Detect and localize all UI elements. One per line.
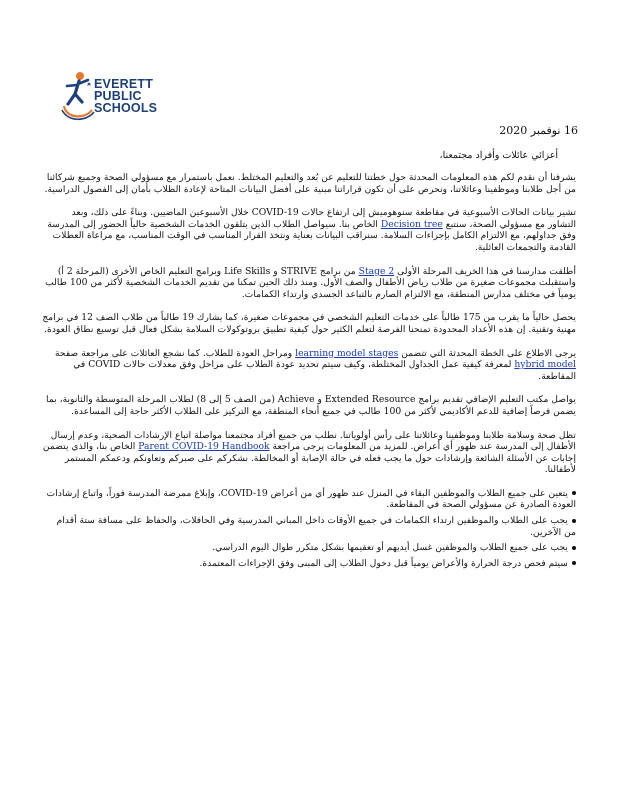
bullet-icon (572, 519, 576, 523)
list-item-text: يجب على جميع الطلاب والموظفين غسل أيديهم أو تعقيمها بشكل متكرر طوال اليوم الدراسي. (212, 542, 568, 554)
everett-public-schools-logo (58, 66, 178, 124)
paragraph-text: أطلقت مدارسنا في هذا الخريف المرحلة الأولى (397, 265, 576, 277)
paragraph: يشرفنا أن نقدم لكم هذه المعلومات المحدثة حول خطتنا للتعليم عن بُعد والتعليم المختلط. نعمل باستمرار مع مسؤولي الصحة وجميع شركائنا من أجل طلابنا وموظفينا وعائلاتنا، ونحرص على أن تكون قراراتنا مبنية على أفضل البيانات المتاحة لإعادة الطلاب بأمان إلى الفصول الدراسية. (44, 172, 576, 195)
learning-model-stages-link[interactable]: learning model stages (295, 347, 399, 359)
letter-body (42, 172, 576, 573)
list-item-text: يجب على الطلاب والموظفين ارتداء الكمامات في جميع الأوقات داخل المباني المدرسية وفي الحافلات، والحفاظ على مسافة ستة أقدام من الآخرين. (56, 515, 576, 538)
paragraph-text: يرجى الاطلاع على الخطة المحدثة التي تتضمن (401, 347, 576, 359)
paragraph: يحصل حالياً ما يقرب من 175 طالباً على خدمات التعليم الشخصي في مجموعات صغيرة، كما يشارك 19 طالباً من طلاب الصف 12 في برامج مهنية وتقنية. إن هذه الأعداد المحدودة تمنحنا الفرصة لتعلم الكثير حول كيفية تطبيق بروتوكولات السلامة بشكل فعال قبل توسيع نطاق العودة. (42, 312, 576, 335)
running-figure-icon (58, 66, 96, 122)
paragraph (42, 348, 576, 383)
list-item-text: يتعين على جميع الطلاب والموظفين البقاء في المنزل عند ظهور أي من أعراض COVID-19، وإبلاغ ممرضة المدرسة فوراً، واتباع إرشادات العودة الصادرة عن مسؤولي الصحة في المقاطعة. (46, 487, 576, 511)
hybrid-model-link[interactable]: hybrid model (514, 359, 576, 371)
logo-line: PUBLIC (94, 89, 142, 103)
logo-line: SCHOOLS (94, 101, 158, 115)
logo-wordmark (94, 78, 157, 114)
paragraph-text: تظل صحة وسلامة طلابنا وموظفينا وعائلاتنا على رأس أولوياتنا. نطلب من جميع أفراد مجتمعنا مواصلة اتباع الإرشادات الصحية، وعدم إرسال الأطفال إلى المدرسة عند ظهور أي أعراض. للمزيد من المعلومات يرجى مراجعة (50, 429, 576, 453)
paragraph-text: ومراحل العودة للطلاب. كما نشجع العائلات على مراجعة صفحة (54, 347, 293, 359)
decision-tree-link[interactable]: Decision tree (380, 218, 443, 230)
stage-2-link[interactable]: Stage 2 (358, 265, 395, 277)
paragraph (42, 430, 576, 476)
paragraph-text: تشير بيانات الحالات الأسبوعية في مقاطعة سنوهوميش إلى ارتفاع حالات COVID-19 خلال الأسبوعين الماضيين. وبناءً على ذلك، وبعد التشاور مع مسؤولي الصحة، سنتبع (71, 207, 576, 230)
bullet-icon (572, 491, 576, 495)
paragraph-text: من برامج STRIVE و Life Skills وبرامج التعليم الخاص الأخرى (المرحلة 2 أ) واستقبلت مجموعات صغيرة من طلاب رياض الأطفال والصف الأول. ومنذ ذلك الحين تمكنا من تقديم الخدمات الشخصية لأكثر من 100 طالب يومياً في مختلف مدارس المنطقة، مع الالتزام الصارم بالتباعد الجسدي وارتداء الكمامات. (45, 265, 576, 300)
letter-date: 16 نوفمبر 2020 (499, 124, 578, 137)
paragraph-text: الخاص بنا، والذي يتضمن إجابات عن الأسئلة الشائعة وإرشادات حول ما يجب فعله في حالة الإصابة أو المخالطة. نشكركم على صبركم وتعاونكم ودعمكم المستمر لأطفالنا. (42, 441, 576, 476)
safety-bullet-list (42, 488, 576, 570)
list-item (42, 515, 576, 538)
list-item (42, 542, 576, 554)
paragraph: يواصل مكتب التعليم الإضافي تقديم برامج Extended Resource و Achieve (من الصف 5 إلى 8) لطلاب المرحلة المتوسطة والثانوية، بما يضمن فرصاً إضافية للدعم الأكاديمي لأكثر من 100 طالب في جميع أنحاء المنطقة، مع التركيز على الطلاب الأكثر حاجة إلى المساعدة. (46, 394, 576, 417)
paragraph-text: الخاص بنا. سيواصل الطلاب الذين يتلقون الخدمات الشخصية حالياً الحضور إلى المدرسة وفق جداولهم، مع الالتزام الكامل بإجراءات السلامة. سنراقب البيانات بعناية ونتخذ القرار المناسب في الوقت المناسب، مع مراعاة العطلات القادمة والتجمعات العائلية. (47, 218, 576, 253)
list-item (42, 558, 576, 570)
list-item-text: سيتم فحص درجة الحرارة والأعراض يومياً قبل دخول الطلاب إلى المبنى وفق الإجراءات المعتمدة. (199, 557, 568, 569)
list-item (42, 488, 576, 511)
letter-greeting: أعزائي عائلات وأفراد مجتمعنا، (439, 150, 558, 161)
bullet-icon (572, 546, 576, 550)
bullet-icon (572, 561, 576, 565)
paragraph (42, 266, 576, 301)
paragraph (42, 207, 576, 253)
parent-covid-handbook-link[interactable]: Parent COVID-19 Handbook (138, 441, 270, 453)
logo-line: EVERETT (94, 77, 154, 91)
paragraph-text: لمعرفة كيفية عمل الجداول المختلطة، وكيف سيتم تحديد عودة الطلاب على مراحل وفق معدلات حالات COVID في المقاطعة. (73, 359, 576, 382)
